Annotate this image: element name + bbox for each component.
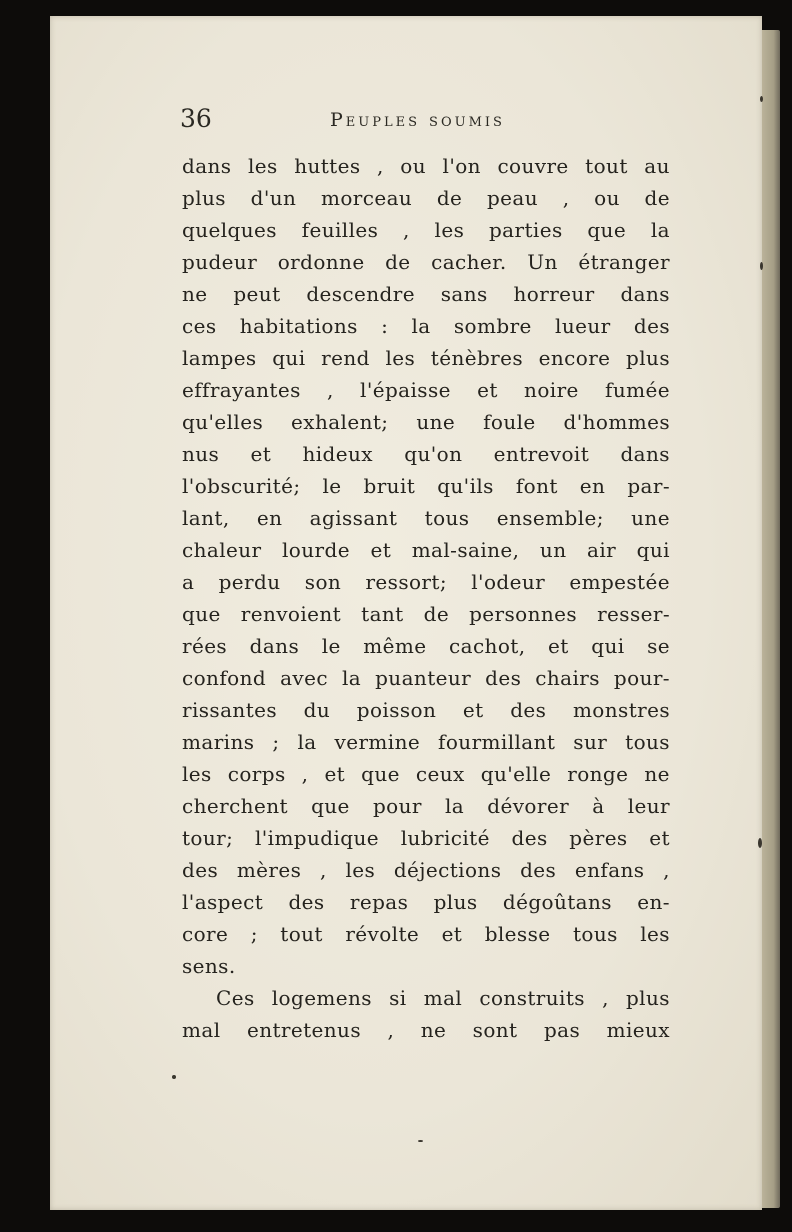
text-line: cherchent que pour la dévorer à leur (182, 794, 670, 818)
text-line: confond avec la puanteur des chairs pour- (182, 666, 670, 690)
text-line: sens. (182, 954, 236, 978)
text-line: plus d'un morceau de peau , ou de (182, 186, 670, 210)
text-line: rées dans le même cachot, et qui se (182, 634, 670, 658)
text-line: que renvoient tant de personnes resser- (182, 602, 670, 626)
ink-speck (760, 96, 763, 102)
text-line: a perdu son ressort; l'odeur empestée (182, 570, 670, 594)
ink-speck (760, 262, 763, 270)
page-number: 36 (180, 104, 212, 133)
text-line: pudeur ordonne de cacher. Un étranger (182, 250, 670, 274)
text-line: l'obscurité; le bruit qu'ils font en par- (182, 474, 670, 498)
text-line: mal entretenus , ne sont pas mieux (182, 1018, 670, 1042)
page-header (180, 104, 670, 136)
text-line: quelques feuilles , les parties que la (182, 218, 670, 242)
text-line: tour; l'impudique lubricité des pères et (182, 826, 670, 850)
text-line: effrayantes , l'épaisse et noire fumée (182, 378, 670, 402)
text-line: Ces logemens si mal construits , plus (216, 986, 670, 1010)
running-head: Peuples soumis (330, 109, 505, 131)
body-text (182, 150, 670, 1046)
text-line: marins ; la vermine fourmillant sur tous (182, 730, 670, 754)
text-line: les corps , et que ceux qu'elle ronge ne (182, 762, 670, 786)
text-line: des mères , les déjections des enfans , (182, 858, 670, 882)
text-line: dans les huttes , ou l'on couvre tout au (182, 154, 670, 178)
text-line: lampes qui rend les ténèbres encore plus (182, 346, 670, 370)
text-line: l'aspect des repas plus dégoûtans en- (182, 890, 670, 914)
text-line: ces habitations : la sombre lueur des (182, 314, 670, 338)
ink-speck (172, 1075, 176, 1079)
ink-speck (758, 838, 762, 848)
text-line: nus et hideux qu'on entrevoit dans (182, 442, 670, 466)
ink-speck (418, 1140, 423, 1142)
text-line: ne peut descendre sans horreur dans (182, 282, 670, 306)
text-line: rissantes du poisson et des monstres (182, 698, 670, 722)
text-line: lant, en agissant tous ensemble; une (182, 506, 670, 530)
text-line: qu'elles exhalent; une foule d'hommes (182, 410, 670, 434)
text-line: chaleur lourde et mal-saine, un air qui (182, 538, 670, 562)
text-line: core ; tout révolte et blesse tous les (182, 922, 670, 946)
